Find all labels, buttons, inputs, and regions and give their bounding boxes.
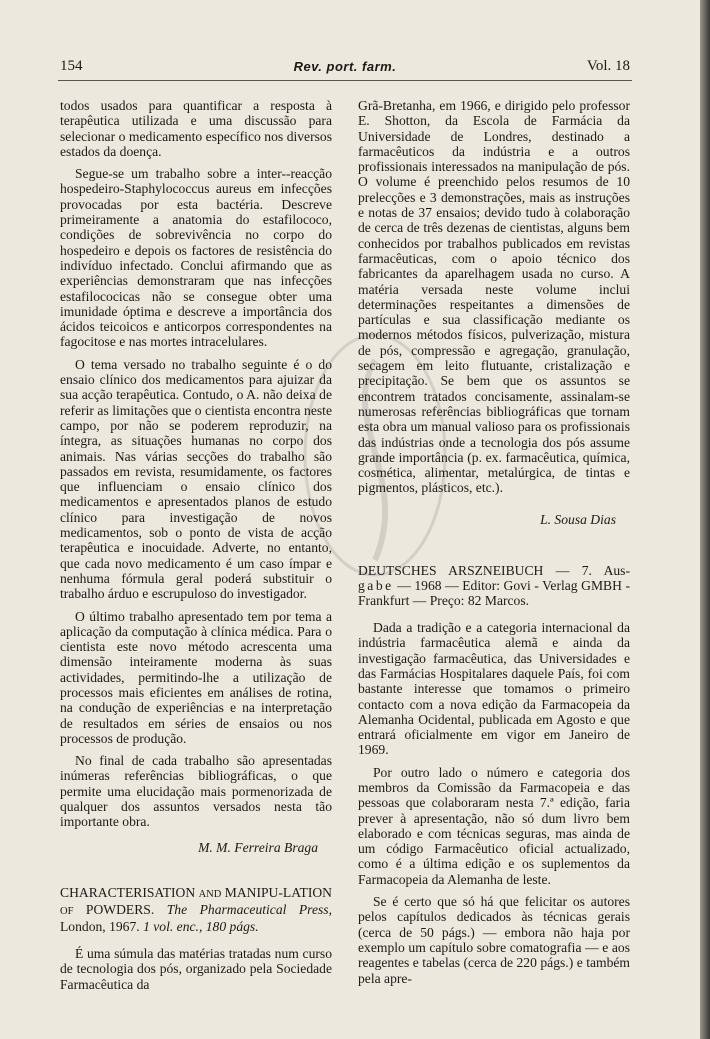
paragraph: Por outro lado o número e categoria dos membros da Comissão da Farmacopeia e das pessoas que colaboraram nesta 7.ª edição, faria prever à apresentação, não só dum livro bem elaborado e com técnicas seguras, mas ainda de um código Farmacêutico oficial actualizado, como é a última edição e os suplementos da Farmacopeia da Alemanha de leste. xyxy=(358,764,630,887)
paragraph: No final de cada trabalho são apresentadas inúmeras referências bibliográficas, o que permite uma elucidação mais pormenorizada de qualquer dos assuntos versados nesta tão importante obra. xyxy=(60,753,332,830)
book-title-of: OF xyxy=(60,905,74,917)
book-details: — 1968 — Editor: Govi - Verlag GMBH - Frankfurt — Preço: 82 Marcos. xyxy=(358,578,631,609)
page-number: 154 xyxy=(60,58,83,74)
reviewer-signature: L. Sousa Dias xyxy=(540,511,616,527)
volume-label: Vol. 18 xyxy=(586,58,630,74)
right-column xyxy=(358,98,630,993)
paragraph: Segue-se um trabalho sobre a inter--reacção hospedeiro-Staphylococcus aureus em infecções provocadas por esta bactéria. Descreve primeiramente a anatomia do estafilococo, condições de sobrevivência no corpo do hospedeiro e depois os factores de resistência do indivíduo infectado. Conclui afirmando que as experiências demonstraram que nas infecções estafilococicas não se consegue obter uma imunidade óptima e descreve a importância dos ácidos teicoicos e anticorpos correspondentes na fagocitose e nas mortes intracelulares. xyxy=(60,166,332,350)
paragraph: Grã-Bretanha, em 1966, e dirigido pelo professor E. Shotton, da Escola de Farmácia da Universidade de Londres, destinado a farmacêuticos da indústria e a outros profissionais interessados na manipulação de pós. O volume é preenchido pelos resumos de 10 prelecções e 3 demonstrações, mais as instruções e notas de 37 ensaios; devido tudo à colaboração de cerca de três dezenas de cientistas, alguns bem conhecidos por trabalhos publicados em revistas farmacêuticas, com o apoio técnico dos fabricantes da aparelhagem usada no curso. A matéria versada neste volume inclui determinações respeitantes a dimensões de partículas e sua classificação mediante os modernos métodos físicos, pulverização, mistura de pós, compressão e agregação, granulação, secagem em leito flutuante, cristalização e precipitação. Se bem que os assuntos se encontrem tratados concisamente, assinalam-se numerosas referências bibliográficas que tornam esta obra um manual valioso para os profissionais das indústrias onde a tecnologia dos pós assume grande importância (p. ex. farmacêutica, química, cosmética, alimentar, metalúrgica, de tintas e pigmentos, plásticos, etc.). xyxy=(358,98,630,496)
book-title-3: POWDERS. xyxy=(85,901,155,917)
book-heading xyxy=(60,885,332,934)
book-heading xyxy=(358,563,630,608)
paragraph: Dada a tradição e a categoria internacional da indústria farmacêutica alemã e ainda da investigação farmacêutica, das Universidades e das Farmácias Hospitalares daquele País, foi com bastante interesse que tomamos o primeiro contacto com a nova edição da Farmacopeia da Alemanha Ocidental, publicada em Agosto e que entrará oficialmente em vigor em Janeiro de 1969. xyxy=(358,620,630,758)
book-volume: 1 vol. enc., 180 págs. xyxy=(143,918,259,934)
journal-title: Rev. port. farm. xyxy=(293,59,397,74)
book-title: DEUTSCHES ARSZNEIBUCH — 7. xyxy=(358,563,592,579)
book-edition-b: gabe xyxy=(358,578,394,594)
header-rule xyxy=(58,80,632,81)
paragraph: todos usados para quantificar a resposta à terapêutica utilizada e uma discussão para selecionar o medicamento específico nos diversos estados da doença. xyxy=(60,98,332,159)
paragraph: É uma súmula das matérias tratadas num curso de tecnologia dos pós, organizado pela Sociedade Farmacêutica da xyxy=(60,945,332,992)
book-publisher: The Pharmaceutical Press, xyxy=(166,901,332,917)
paragraph: Se é certo que só há que felicitar os autores pelos capítulos dedicados às técnicas gerais (cerca de 50 págs.) — embora não haja por exemplo um capítulo sobre comatografia — e aos reagentes e tabelas (cerca de 220 págs.) e também pela apre- xyxy=(358,894,630,986)
left-column xyxy=(60,98,332,999)
reviewer-signature: M. M. Ferreira Braga xyxy=(198,839,318,855)
paragraph: O tema versado no trabalho seguinte é o do ensaio clínico dos medicamentos para ajuizar da sua acção terapêutica. Contudo, o A. não deixa de referir as limitações que o cientista encontra neste campo, por não se poderem reproduzir, na íntegra, as situações humanas no corpo dos animais. Nas várias secções do trabalho são passados em revista, resumidamente, os factores que influenciam o ensaio clínico dos medicamentos e apresentados planos de estudo clínico para investigação de novos medicamentos, sob o ponto de vista de acção terapêutica e inocuidade. Adverte, no entanto, que cada novo medicamento é um caso ímpar e nenhuma fórmula geral poderá substituir o trabalho árduo e escrupuloso do investigador. xyxy=(60,356,332,602)
running-header xyxy=(60,58,630,80)
book-spine-edge xyxy=(700,0,710,1039)
book-title-and: AND xyxy=(198,888,222,900)
book-edition-a: Aus- xyxy=(603,563,630,579)
paragraph: O último trabalho apresentado tem por tema a aplicação da computação à clínica médica. Para o cientista este novo método acrescenta uma dimensão inteiramente moderna às suas actividades, permitindo-lhe a utilização de processos mais eficientes em análises de rotina, na condução de experiências e na interpretação de resultados em séries de ensaios ou nos processos de produção. xyxy=(60,608,332,746)
book-title-1: CHARACTERISATION xyxy=(60,884,196,900)
book-place: London, 1967. xyxy=(60,918,140,934)
book-title-2: MANIPU-LATION xyxy=(224,884,332,900)
